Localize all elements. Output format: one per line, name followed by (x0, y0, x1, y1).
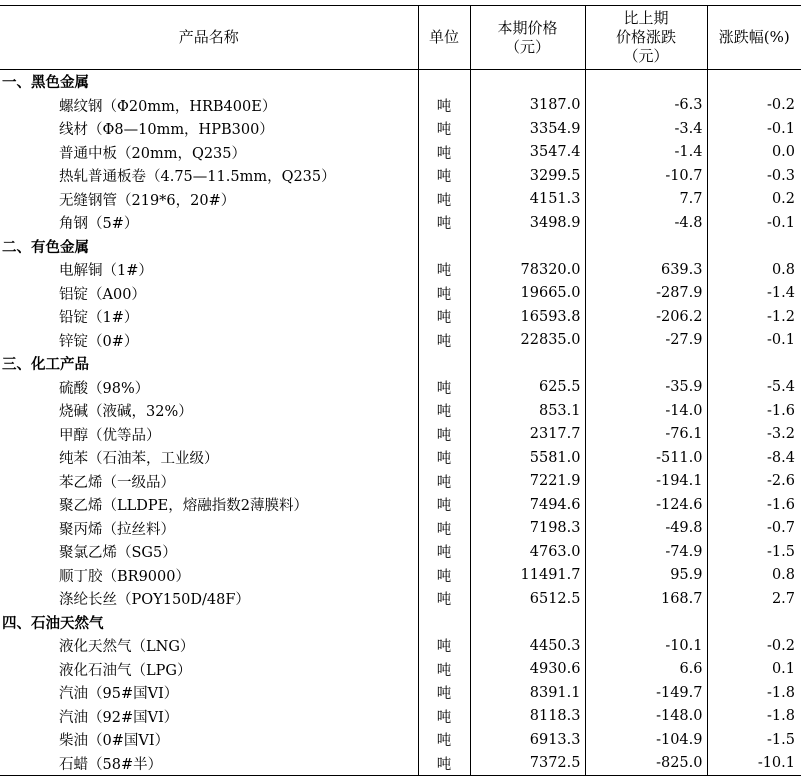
header-price-change: 比上期 价格涨跌 （元） (585, 6, 707, 70)
category-price-empty (470, 352, 585, 376)
price-change-cell: -6.3 (585, 94, 707, 118)
product-name-cell: 涤纶长丝（POY150D/48F） (0, 587, 418, 611)
change-percent-cell: -1.4 (767, 285, 795, 302)
unit-cell: 吨 (418, 399, 470, 423)
product-name-cell: 热轧普通板卷（4.75—11.5mm，Q235） (0, 164, 418, 188)
unit-cell: 吨 (418, 211, 470, 235)
product-name-cell: 顺丁胶（BR9000） (0, 564, 418, 588)
price-change-cell: 7.7 (585, 188, 707, 212)
table-row (0, 540, 801, 564)
unit-cell: 吨 (418, 282, 470, 306)
price-change-cell: -35.9 (585, 376, 707, 400)
table-row (0, 705, 801, 729)
product-name-cell: 电解铜（1#） (0, 258, 418, 282)
product-name-cell: 角钢（5#） (0, 211, 418, 235)
current-price-cell: 4151.3 (470, 188, 585, 212)
unit-cell: 吨 (418, 634, 470, 658)
current-price-cell: 22835.0 (470, 329, 585, 353)
current-price-cell: 6913.3 (470, 728, 585, 752)
unit-cell: 吨 (418, 564, 470, 588)
change-percent-cell: -1.6 (767, 402, 795, 419)
table-row (0, 634, 801, 658)
unit-cell: 吨 (418, 141, 470, 165)
current-price-cell: 3187.0 (470, 94, 585, 118)
table-row (0, 681, 801, 705)
change-percent-cell: -1.8 (767, 684, 795, 701)
category-change-empty (585, 235, 707, 259)
category-unit-empty (418, 352, 470, 376)
product-name-cell: 甲醇（优等品） (0, 423, 418, 447)
change-percent-cell: -10.1 (707, 752, 801, 776)
category-price-empty (470, 611, 585, 635)
change-percent-cell: -0.1 (767, 214, 795, 231)
change-percent-cell: -0.2 (767, 97, 795, 114)
table-row (0, 211, 801, 235)
category-price-empty (470, 235, 585, 259)
change-percent-cell: -8.4 (767, 449, 795, 466)
current-price-cell: 11491.7 (470, 564, 585, 588)
change-percent-cell: -0.3 (767, 167, 795, 184)
product-name-cell: 烧碱（液碱，32%） (0, 399, 418, 423)
price-change-cell: -76.1 (585, 423, 707, 447)
price-change-cell: -104.9 (585, 728, 707, 752)
current-price-cell: 4930.6 (470, 658, 585, 682)
current-price-cell: 16593.8 (470, 305, 585, 329)
current-price-cell: 3498.9 (470, 211, 585, 235)
product-name-cell: 线材（Φ8—10mm，HPB300） (0, 117, 418, 141)
unit-cell: 吨 (418, 493, 470, 517)
unit-cell: 吨 (418, 376, 470, 400)
current-price-cell: 3547.4 (470, 141, 585, 165)
current-price-cell: 7494.6 (470, 493, 585, 517)
table-row (0, 164, 801, 188)
change-percent-cell: 2.7 (771, 590, 795, 607)
change-percent-cell: -0.1 (767, 120, 795, 137)
unit-cell: 吨 (418, 423, 470, 447)
category-title: 四、石油天然气 (0, 611, 418, 635)
category-row (0, 70, 801, 94)
unit-cell: 吨 (418, 587, 470, 611)
header-current-price: 本期价格 （元） (470, 6, 585, 70)
unit-cell: 吨 (418, 164, 470, 188)
table-row (0, 470, 801, 494)
product-name-cell: 螺纹钢（Φ20mm，HRB400E） (0, 94, 418, 118)
category-row (0, 611, 801, 635)
category-pct-empty (707, 235, 801, 259)
current-price-cell: 78320.0 (470, 258, 585, 282)
price-change-cell: 168.7 (585, 587, 707, 611)
header-product-name: 产品名称 (0, 6, 418, 70)
unit-cell: 吨 (418, 658, 470, 682)
table-row (0, 94, 801, 118)
current-price-cell: 8118.3 (470, 705, 585, 729)
price-change-cell: -287.9 (585, 282, 707, 306)
price-change-cell: -27.9 (585, 329, 707, 353)
unit-cell: 吨 (418, 258, 470, 282)
change-percent-cell: -1.5 (767, 543, 795, 560)
price-change-cell: 6.6 (585, 658, 707, 682)
category-change-empty (585, 352, 707, 376)
product-name-cell: 汽油（92#国VI） (0, 705, 418, 729)
table-row (0, 658, 801, 682)
unit-cell: 吨 (418, 94, 470, 118)
category-unit-empty (418, 611, 470, 635)
table-row (0, 376, 801, 400)
unit-cell: 吨 (418, 188, 470, 212)
current-price-cell: 4763.0 (470, 540, 585, 564)
header-change-percent: 涨跌幅(%) (707, 6, 801, 70)
table-row (0, 446, 801, 470)
header-unit: 单位 (418, 6, 470, 70)
category-pct-empty (707, 70, 801, 94)
product-name-cell: 铅锭（1#） (0, 305, 418, 329)
change-percent-cell: -0.1 (767, 332, 795, 349)
price-change-cell: 95.9 (585, 564, 707, 588)
change-percent-cell: -2.6 (767, 473, 795, 490)
unit-cell: 吨 (418, 446, 470, 470)
price-change-cell: -149.7 (585, 681, 707, 705)
current-price-cell: 2317.7 (470, 423, 585, 447)
product-name-cell: 锌锭（0#） (0, 329, 418, 353)
product-name-cell: 纯苯（石油苯，工业级） (0, 446, 418, 470)
price-change-cell: -14.0 (585, 399, 707, 423)
category-price-empty (470, 70, 585, 94)
current-price-cell: 8391.1 (470, 681, 585, 705)
change-percent-cell: -0.7 (767, 520, 795, 537)
current-price-cell: 7372.5 (470, 752, 585, 776)
current-price-cell: 7221.9 (470, 470, 585, 494)
change-percent-cell: -5.4 (767, 379, 795, 396)
current-price-cell: 5581.0 (470, 446, 585, 470)
category-title: 二、有色金属 (0, 235, 418, 259)
price-change-cell: -511.0 (585, 446, 707, 470)
price-change-cell: -148.0 (585, 705, 707, 729)
product-name-cell: 聚乙烯（LLDPE，熔融指数2薄膜料） (0, 493, 418, 517)
price-change-cell: -3.4 (585, 117, 707, 141)
table-header (0, 6, 801, 70)
unit-cell: 吨 (418, 540, 470, 564)
category-unit-empty (418, 70, 470, 94)
unit-cell: 吨 (418, 305, 470, 329)
price-change-cell: -10.1 (585, 634, 707, 658)
table-row (0, 305, 801, 329)
price-change-cell: -74.9 (585, 540, 707, 564)
unit-cell: 吨 (418, 681, 470, 705)
product-name-cell: 液化石油气（LPG） (0, 658, 418, 682)
change-percent-cell: 0.8 (771, 567, 795, 584)
change-percent-cell: -3.2 (767, 426, 795, 443)
category-pct-empty (707, 352, 801, 376)
table-row (0, 564, 801, 588)
table-row (0, 587, 801, 611)
current-price-cell: 6512.5 (470, 587, 585, 611)
unit-cell: 吨 (418, 705, 470, 729)
product-name-cell: 聚丙烯（拉丝料） (0, 517, 418, 541)
change-percent-cell: 0.2 (771, 191, 795, 208)
category-row (0, 235, 801, 259)
product-name-cell: 聚氯乙烯（SG5） (0, 540, 418, 564)
unit-cell: 吨 (418, 470, 470, 494)
category-row (0, 352, 801, 376)
current-price-cell: 3299.5 (470, 164, 585, 188)
product-name-cell: 铝锭（A00） (0, 282, 418, 306)
price-change-cell: -4.8 (585, 211, 707, 235)
price-table (0, 5, 801, 776)
unit-cell: 吨 (418, 329, 470, 353)
unit-cell: 吨 (418, 117, 470, 141)
table-row (0, 282, 801, 306)
table-row (0, 423, 801, 447)
unit-cell: 吨 (418, 752, 470, 776)
current-price-cell: 853.1 (470, 399, 585, 423)
change-percent-cell: 0.8 (771, 261, 795, 278)
price-change-cell: -49.8 (585, 517, 707, 541)
table-row (0, 399, 801, 423)
change-percent-cell: -1.8 (767, 708, 795, 725)
change-percent-cell: -0.2 (767, 637, 795, 654)
price-change-cell: -825.0 (585, 752, 707, 776)
price-change-cell: 639.3 (585, 258, 707, 282)
change-percent-cell: 0.1 (771, 661, 795, 678)
category-change-empty (585, 611, 707, 635)
product-name-cell: 硫酸（98%） (0, 376, 418, 400)
current-price-cell: 19665.0 (470, 282, 585, 306)
current-price-cell: 3354.9 (470, 117, 585, 141)
product-name-cell: 无缝钢管（219*6，20#） (0, 188, 418, 212)
change-percent-cell: 0.0 (771, 144, 795, 161)
price-change-cell: -194.1 (585, 470, 707, 494)
table-row (0, 329, 801, 353)
table-row (0, 188, 801, 212)
current-price-cell: 7198.3 (470, 517, 585, 541)
table-row (0, 728, 801, 752)
change-percent-cell: -1.5 (767, 731, 795, 748)
category-unit-empty (418, 235, 470, 259)
change-percent-cell: -1.2 (767, 308, 795, 325)
table-row (0, 517, 801, 541)
table-row (0, 117, 801, 141)
current-price-cell: 4450.3 (470, 634, 585, 658)
category-pct-empty (707, 611, 801, 635)
change-percent-cell: -1.6 (767, 496, 795, 513)
price-change-cell: -206.2 (585, 305, 707, 329)
category-title: 一、黑色金属 (0, 70, 418, 94)
product-name-cell: 汽油（95#国VI） (0, 681, 418, 705)
product-name-cell: 苯乙烯（一级品） (0, 470, 418, 494)
price-change-cell: -10.7 (585, 164, 707, 188)
table-row (0, 493, 801, 517)
price-change-cell: -1.4 (585, 141, 707, 165)
product-name-cell: 液化天然气（LNG） (0, 634, 418, 658)
category-title: 三、化工产品 (0, 352, 418, 376)
category-change-empty (585, 70, 707, 94)
table-row (0, 752, 801, 776)
product-name-cell: 普通中板（20mm，Q235） (0, 141, 418, 165)
current-price-cell: 625.5 (470, 376, 585, 400)
table-row (0, 141, 801, 165)
unit-cell: 吨 (418, 728, 470, 752)
unit-cell: 吨 (418, 517, 470, 541)
table-body (0, 70, 801, 776)
price-change-cell: -124.6 (585, 493, 707, 517)
table-row (0, 258, 801, 282)
product-name-cell: 石蜡（58#半） (0, 752, 418, 776)
product-name-cell: 柴油（0#国VI） (0, 728, 418, 752)
